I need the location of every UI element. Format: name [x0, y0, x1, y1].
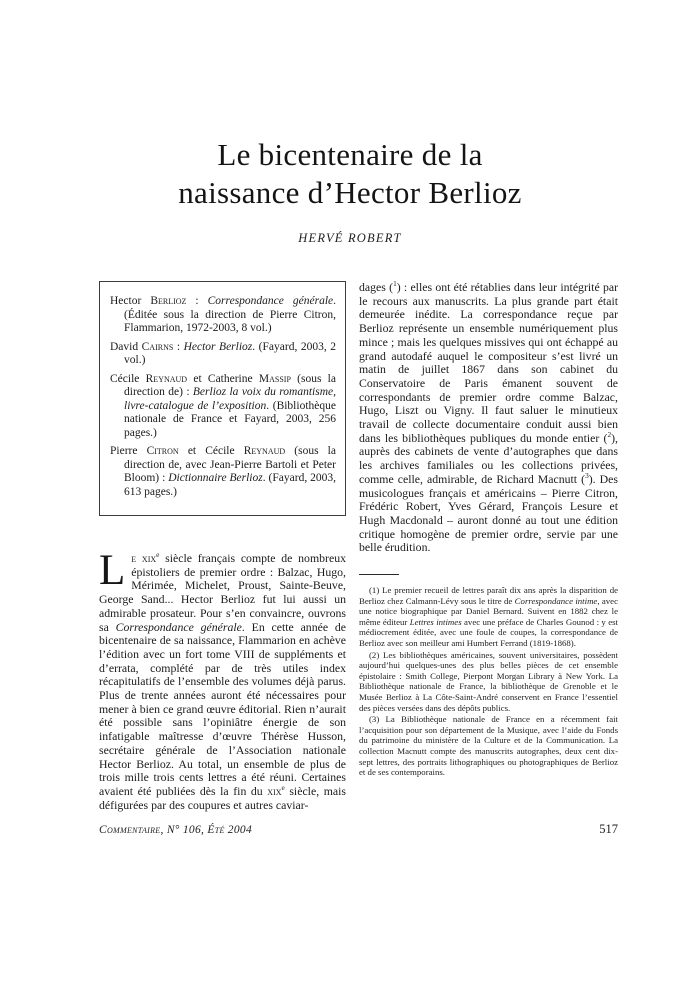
footnote-separator	[359, 574, 399, 575]
article-body	[99, 281, 618, 812]
footer-page-number: 517	[599, 822, 618, 836]
footer-journal-reference: Commentaire, N° 106, Été 2004	[99, 824, 253, 836]
footnote-1: (1) Le premier recueil de lettres paraît dix ans après la disparition de Berlioz chez Calmann-Lévy sous le titre de Correspondance intime, avec une notice biographique par Daniel Bernard. Suivent en 1882 chez le même éditeur Lettres intimes avec une préface de Charles Gounod : y est médiocrement éditée, avec une foule de coupes, la correspondance de Berlioz avec son meilleur ami Humbert Ferrand (1819-1868).	[359, 585, 618, 649]
bibliography-entry: Cécile Reynaud et Catherine Massip (sous la direction de) : Berlioz la voix du romantisme, livre-catalogue de l’exposition. (Bibliothèque nationale de France et Fayard, 2003, 256 pages.)	[110, 372, 336, 439]
left-column	[99, 281, 346, 812]
right-column	[359, 281, 618, 812]
author-name: HERVÉ ROBERT	[298, 231, 402, 245]
article-title-line1: Le bicentenaire de la	[217, 137, 483, 172]
dropcap-letter: L	[99, 547, 126, 594]
bibliography-entry: David Cairns : Hector Berlioz. (Fayard, 2003, 2 vol.)	[110, 340, 337, 366]
bibliography-entry: Pierre Citron et Cécile Reynaud (sous la direction de, avec Jean-Pierre Bartoli et Peter Bloom) : Dictionnaire Berlioz. (Fayard, 2003, 613 pages.)	[110, 445, 337, 498]
article-title	[0, 136, 700, 212]
page-footer	[99, 822, 618, 837]
footnote-3: (3) La Bibliothèque nationale de France en a récemment fait l’acquisition pour son département de la Musique, avec l’aide du Fonds du patrimoine du ministère de la Culture et de la Communication. La collection Macnutt compte des manuscrits autographes, deux cent dix-sept lettres, des portraits lithographiques ou photographiques de Berlioz et de ses contemporains.	[359, 714, 618, 778]
article-title-line2: naissance d’Hector Berlioz	[178, 175, 522, 210]
body-paragraph-left	[99, 547, 346, 812]
body-paragraph-left-text: e xix$^e$ siècle français compte de nombreux épistoliers de premier ordre : Balzac, Hugo, Mérimée, Michelet, Proust, Sainte-Beuve, George Sand... Hector Berlioz fut lui aussi un admirable prosateur. Pour s’en convaincre, ouvrons sa Correspondance générale. En cette année de bicentenaire de sa naissance, Flammarion en achève l’édition avec un fort tome VIII de suppléments et d’errata, complété par de très utiles index récapitulatifs de l’ensemble des volumes déjà parus. Plus de trente années auront été nécessaires pour mener à bien ce grand œuvre éditorial. Rien n’aurait été possible sans l’opiniâtre énergie de son infatigable maîtresse d’œuvre Thérèse Husson, secrétaire générale de l’Association nationale Hector Berlioz. Au total, un ensemble de plus de trois mille trois cents lettres a été réuni. Certaines avaient été publiées dès la fin du xix$^e$ siècle, mais défigurées par des coupures et autres caviar-	[99, 550, 346, 812]
bibliography-entry: Hector Berlioz : Correspondance générale. (Éditée sous la direction de Pierre Citron, Flammarion, 1972-2003, 8 vol.)	[110, 295, 336, 334]
footnote-2: (2) Les bibliothèques américaines, souvent universitaires, possèdent aujourd’hui quelques-unes des plus belles pièces de cet ensemble épistolaire : Smith College, Pierpont Morgan Library à New York. La Bibliothèque nationale de France, la bibliothèque de Grenoble et le Musée Berlioz à La Côte-Saint-André conservent en France l’essentiel des pièces versées dans des dépôts publics.	[359, 649, 618, 713]
bibliography-box	[99, 281, 346, 516]
body-paragraph-right: dages ($^1$) : elles ont été rétablies dans leur intégrité par le recours aux manuscrits. La plus grande part était demeurée inédite. La correspondance reçue par Berlioz représente un ensemble numériquement plus mince ; mais les quelques missives qui ont échappé au grand autodafé auquel le compositeur s’est livré un matin de juillet 1867 dans son cabinet du Conservatoire de Paris émanent souvent de correspondants de premier ordre comme Balzac, Hugo, Liszt ou Vigny. Il faut saluer le minutieux travail de collecte documentaire conduit aussi bien dans les bibliothèques publiques du monde entier ($^2$), auprès des cabinets de vente d’autographes que dans les archives familiales ou les collections privées, comme celle, admirable, de Richard Macnutt ($^3$). Des musicologues français et américains – Pierre Citron, Frédéric Robert, Yves Gérard, François Lesure et Hugh Macdonald – auront donné au tout une édition critique homogène de premier ordre, servie par une belle érudition.	[359, 279, 619, 555]
